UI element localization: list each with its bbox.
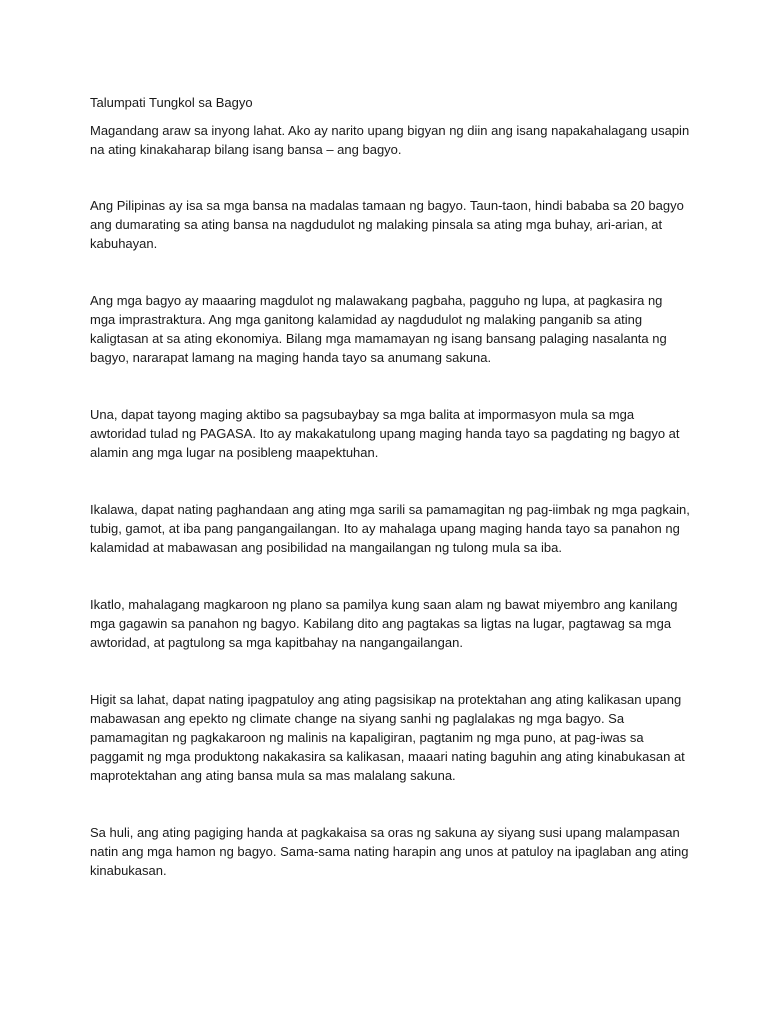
- paragraph-third-point: Ikatlo, mahalagang magkaroon ng plano sa pamilya kung saan alam ng bawat miyembro ang kanilang mga gagawin sa panahon ng bagyo. Kabilang dito ang pagtakas sa ligtas na lugar, pagtawag sa mga awtoridad, at pagtulong sa mga kapitbahay na nangangailangan.: [90, 597, 678, 650]
- paragraph-first-point: Una, dapat tayong maging aktibo sa pagsubaybay sa mga balita at impormasyon mula sa mga awtoridad tulad ng PAGASA. Ito ay makakatulong upang maging handa tayo sa pagdating ng bagyo at alamin ang mga lugar na posibleng maapektuhan.: [90, 407, 680, 460]
- paragraph-conclusion: Sa huli, ang ating pagiging handa at pagkakaisa sa oras ng sakuna ay siyang susi upang malampasan natin ang mga hamon ng bagyo. Sama-sama nating harapin ang unos at patuloy na ipaglaban ang ating kinabukasan.: [90, 825, 689, 878]
- paragraph-typhoon-effects: Ang mga bagyo ay maaaring magdulot ng malawakang pagbaha, pagguho ng lupa, at pagkasira ng mga imprastraktura. Ang mga ganitong kalamidad ay nagdudulot ng malaking panganib sa ating kaligtasan at sa ating ekonomiya. Bilang mga mamamayan ng isang bansang palaging nasalanta ng bagyo, nararapat lamang na maging handa tayo sa anumang sakuna.: [90, 293, 667, 365]
- document-body: [90, 93, 690, 880]
- document-title: Talumpati Tungkol sa Bagyo: [90, 95, 253, 110]
- paragraph-environment: Higit sa lahat, dapat nating ipagpatuloy ang ating pagsisikap na protektahan ang ating kalikasan upang mabawasan ang epekto ng climate change na siyang sanhi ng paglalakas ng mga bagyo. Sa pamamagitan ng pagkakaroon ng malinis na kapaligiran, pagtanim ng mga puno, at pag-iwas sa paggamit ng mga produktong nakakasira sa kalikasan, maaari nating baguhin ang ating kinabukasan at maprotektahan ang ating bansa mula sa mas malalang sakuna.: [90, 692, 685, 783]
- paragraph-second-point: Ikalawa, dapat nating paghandaan ang ating mga sarili sa pamamagitan ng pag-iimbak ng mga pagkain, tubig, gamot, at iba pang pangangailangan. Ito ay mahalaga upang maging handa tayo sa panahon ng kalamidad at mabawasan ang posibilidad na mangailangan ng tulong mula sa iba.: [90, 502, 690, 555]
- paragraph-introduction: Magandang araw sa inyong lahat. Ako ay narito upang bigyan ng diin ang isang napakahalagang usapin na ating kinakaharap bilang isang bansa – ang bagyo.: [90, 123, 690, 157]
- paragraph-philippines-typhoons: Ang Pilipinas ay isa sa mga bansa na madalas tamaan ng bagyo. Taun-taon, hindi bababa sa 20 bagyo ang dumarating sa ating bansa na nagdudulot ng malaking pinsala sa ating mga buhay, ari-arian, at kabuhayan.: [90, 198, 684, 251]
